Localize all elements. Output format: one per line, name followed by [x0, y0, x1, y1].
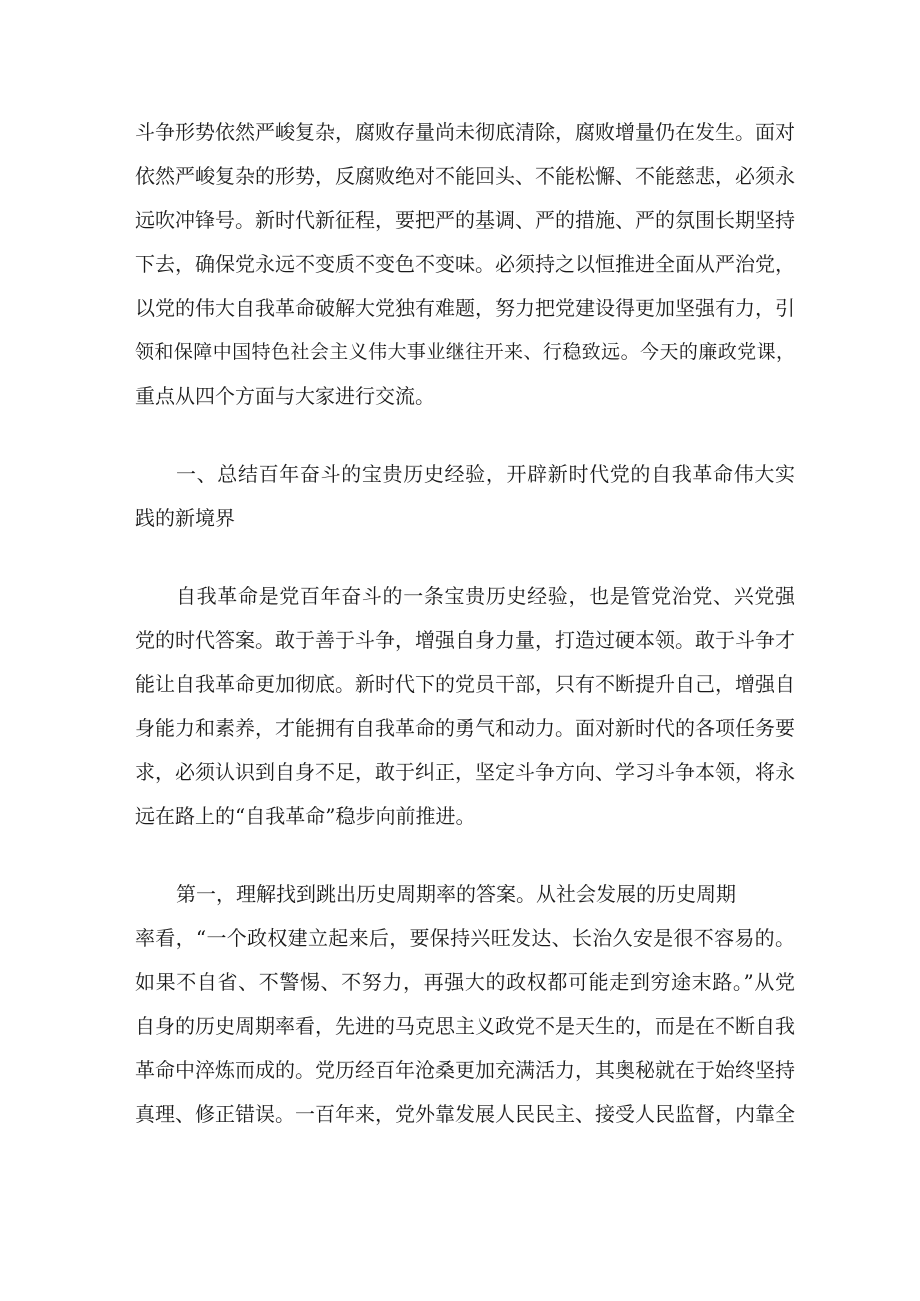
- text-line: 党的时代答案。敢于善于斗争，增强自身力量，打造过硬本领。敢于斗争才: [135, 628, 795, 652]
- text-line: 如果不自省、不警惕、不努力，再强大的政权都可能走到穷途末路。”从党: [135, 970, 795, 994]
- heading-line: 践的新境界: [135, 506, 235, 530]
- text-line: 能让自我革命更加彻底。新时代下的党员干部，只有不断提升自己，增强自: [135, 672, 795, 696]
- heading-line: 一、总结百年奋斗的宝贵历史经验，开辟新时代党的自我革命伟大实: [176, 462, 795, 486]
- text-line: 革命中淬炼而成的。党历经百年沧桑更加充满活力，其奥秘就在于始终坚持: [135, 1058, 795, 1082]
- text-line: 斗争形势依然严峻复杂，腐败存量尚未彻底清除，腐败增量仍在发生。面对: [135, 120, 795, 144]
- text-line: 真理、修正错误。一百年来，党外靠发展人民民主、接受人民监督，内靠全: [135, 1102, 795, 1126]
- text-line: 重点从四个方面与大家进行交流。: [135, 384, 435, 408]
- text-line: 以党的伟大自我革命破解大党独有难题，努力把党建设得更加坚强有力，引: [135, 296, 795, 320]
- text-line: 依然严峻复杂的形势，反腐败绝对不能回头、不能松懈、不能慈悲，必须永: [135, 164, 795, 188]
- text-line: 远在路上的“自我革命”稳步向前推进。: [135, 804, 476, 828]
- text-line: 远吹冲锋号。新时代新征程，要把严的基调、严的措施、严的氛围长期坚持: [135, 208, 795, 232]
- text-line: 下去，确保党永远不变质不变色不变味。必须持之以恒推进全面从严治党，: [135, 252, 795, 276]
- text-line: 自我革命是党百年奋斗的一条宝贵历史经验，也是管党治党、兴党强: [176, 584, 795, 608]
- text-line: 领和保障中国特色社会主义伟大事业继往开来、行稳致远。今天的廉政党课，: [135, 341, 795, 363]
- text-line: 求，必须认识到自身不足，敢于纠正，坚定斗争方向、学习斗争本领，将永: [135, 760, 795, 784]
- text-line: 身能力和素养，才能拥有自我革命的勇气和动力。面对新时代的各项任务要: [135, 716, 795, 740]
- text-line: 率看，“一个政权建立起来后，要保持兴旺发达、长治久安是很不容易的。: [135, 926, 795, 950]
- text-line: 第一，理解找到跳出历史周期率的答案。从社会发展的历史周期: [176, 882, 736, 906]
- text-line: 自身的历史周期率看，先进的马克思主义政党不是天生的，而是在不断自我: [135, 1014, 795, 1038]
